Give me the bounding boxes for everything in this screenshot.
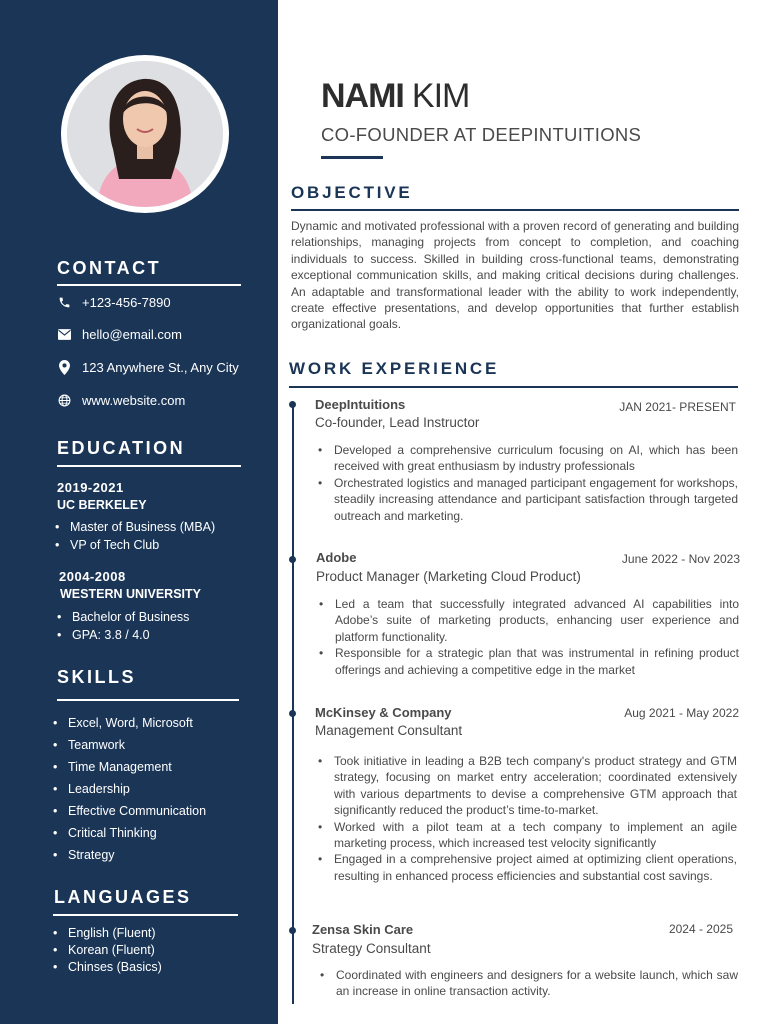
list-item: • Korean (Fluent) (53, 942, 162, 959)
skills-divider (57, 699, 239, 701)
first-name: NAMI (321, 77, 404, 115)
profile-photo (61, 55, 229, 213)
languages-divider (53, 914, 238, 916)
list-item: • Excel, Word, Microsoft (53, 712, 206, 734)
education-details-list (55, 518, 215, 554)
education-school: UC BERKELEY (57, 498, 147, 512)
objective-divider (291, 209, 739, 211)
job-role: Management Consultant (315, 723, 463, 738)
objective-text: Dynamic and motivated professional with a proven record of generating and building relationships, managing projects from concept to completion, and coaching individuals to success. Skilled in building cross-functional teams, demonstrating exceptional communication skills, and making critical decisions during challenges. An adaptable and transformational leader with the ability to work independently, create effective presentations, and develop opportunities that further establish organizational goals. (291, 219, 739, 332)
job-subtitle: CO-FOUNDER AT DEEPINTUITIONS (321, 124, 642, 145)
objective-heading: OBJECTIVE (291, 183, 413, 202)
list-item: • Developed a comprehensive curriculum focusing on AI, which has been received with great enthusiasm by industry professionals (316, 442, 738, 475)
timeline-dot (289, 401, 296, 408)
profile-photo-image (67, 61, 223, 207)
list-item: • Critical Thinking (53, 822, 206, 844)
education-details-list (57, 608, 189, 644)
email-icon (57, 328, 71, 342)
list-item: • Led a team that successfully integrated advanced AI capabilities into Adobe’s suite of marketing products, enhancing user experience and platform functionality. (317, 596, 739, 645)
list-item: • English (Fluent) (53, 925, 162, 942)
list-item: • Time Management (53, 756, 206, 778)
contact-phone (57, 295, 171, 310)
contact-email (57, 327, 182, 342)
job-role: Strategy Consultant (312, 941, 431, 956)
list-item: • GPA: 3.8 / 4.0 (57, 626, 189, 644)
education-divider (57, 465, 241, 467)
skills-heading: SKILLS (57, 667, 137, 687)
job-dates: JAN 2021- PRESENT (619, 400, 736, 414)
job-company: Zensa Skin Care (312, 922, 414, 937)
timeline-dot (289, 710, 296, 717)
job-bullets (316, 753, 737, 884)
job-dates: Aug 2021 - May 2022 (624, 706, 739, 720)
location-pin-icon (57, 361, 71, 375)
job-company: McKinsey & Company (315, 705, 452, 720)
education-heading: EDUCATION (57, 438, 186, 458)
list-item: • Orchestrated logistics and managed participant engagement for workshops, steadily increasing attendance and participant satisfaction through targeted outreach and marketing. (316, 475, 738, 524)
education-years: 2004-2008 (59, 569, 126, 584)
website-text: www.website.com (82, 393, 186, 408)
title-underline (321, 156, 383, 159)
education-years: 2019-2021 (57, 480, 124, 495)
list-item: • Strategy (53, 844, 206, 866)
list-item: • Coordinated with engineers and designers for a website launch, which saw an increase in online transaction activity. (318, 967, 738, 1000)
list-item: • Engaged in a comprehensive project aimed at optimizing client operations, resulting in enhanced process efficiencies and substantial cost savings. (316, 851, 737, 884)
list-item: • Worked with a pilot team at a tech company to implement an agile marketing process, which increased test velocity significantly (316, 819, 737, 852)
last-name: KIM (411, 77, 470, 115)
job-bullets (317, 596, 739, 678)
experience-heading: WORK EXPERIENCE (289, 359, 500, 378)
timeline-line (292, 404, 294, 1004)
address-text: 123 Anywhere St., Any City (82, 360, 239, 375)
experience-divider (289, 386, 738, 388)
globe-icon (57, 394, 71, 408)
list-item: • Master of Business (MBA) (55, 518, 215, 536)
timeline-dot (289, 556, 296, 563)
job-bullets (318, 967, 738, 1000)
education-school: WESTERN UNIVERSITY (60, 587, 201, 601)
languages-heading: LANGUAGES (54, 887, 192, 907)
list-item: • Leadership (53, 778, 206, 800)
phone-text: +123-456-7890 (82, 295, 171, 310)
list-item: • Took initiative in leading a B2B tech company's product strategy and GTM strategy, focusing on market entry acceleration; coordinated extensively with various departments to devise a comprehensive GTM approach that significantly reduced the product’s time-to-market. (316, 753, 737, 819)
list-item: • VP of Tech Club (55, 536, 215, 554)
contact-address (57, 360, 239, 375)
job-role: Product Manager (Marketing Cloud Product) (316, 569, 581, 584)
job-dates: June 2022 - Nov 2023 (621, 552, 740, 566)
job-company: Adobe (316, 550, 357, 565)
job-dates: 2024 - 2025 (668, 922, 733, 936)
list-item: • Bachelor of Business (57, 608, 189, 626)
contact-website (57, 393, 185, 408)
list-item: • Chinses (Basics) (53, 959, 162, 976)
job-company: DeepIntuitions (315, 397, 406, 412)
job-bullets (316, 442, 738, 524)
skills-list (53, 712, 206, 866)
job-role: Co-founder, Lead Instructor (315, 415, 480, 430)
list-item: • Teamwork (53, 734, 206, 756)
contact-divider (57, 284, 241, 286)
list-item: • Effective Communication (53, 800, 206, 822)
contact-heading: CONTACT (57, 258, 162, 278)
sidebar (0, 0, 278, 1024)
timeline-dot (289, 927, 296, 934)
list-item: • Responsible for a strategic plan that was instrumental in refining product offerings and achieving a competitive edge in the market (317, 645, 739, 678)
phone-icon (57, 296, 71, 310)
languages-list (53, 925, 162, 976)
person-name (321, 76, 469, 116)
email-text: hello@email.com (82, 327, 182, 342)
